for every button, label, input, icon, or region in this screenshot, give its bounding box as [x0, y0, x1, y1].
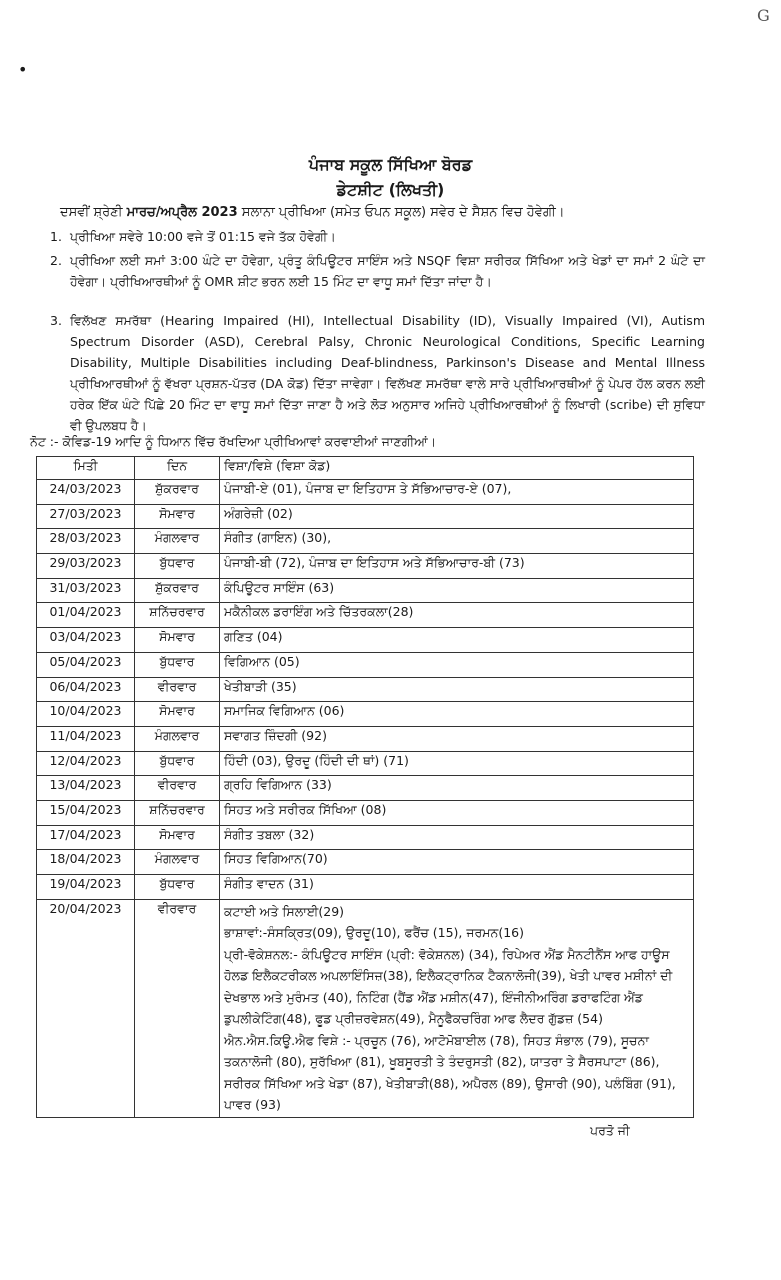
exam-subject: ਸੰਗੀਤ (ਗਾਇਨ) (30),: [220, 529, 694, 554]
exam-subject: ਖੇਤੀਬਾੜੀ (35): [220, 677, 694, 702]
table-row: [37, 702, 694, 727]
instruction-text: ਵਿਲੱਖਣ ਸਮਰੱਥਾ (Hearing Impaired (HI), Intellectual Disability (ID), Visually Impaired (VI), Autism Spectrum Disorder (ASD), Cerebral Palsy, Chronic Neurological Conditions, Specific Learning Disability, Multiple Disabilities including Deaf-blindness, Parkinson's Disease and Mental Illness ਪ੍ਰੀਖਿਆਰਥੀਆਂ ਨੂੰ ਵੱਖਰਾ ਪ੍ਰਸ਼ਨ-ਪੱਤਰ (DA ਕੋਡ) ਦਿੱਤਾ ਜਾਵੇਗਾ। ਵਿਲੱਖਣ ਸਮਰੱਥਾ ਵਾਲੇ ਸਾਰੇ ਪ੍ਰੀਖਿਆਰਥੀਆਂ ਨੂੰ ਪੇਪਰ ਹੱਲ ਕਰਨ ਲਈ ਹਰੇਕ ਇੱਕ ਘੰਟੇ ਪਿੱਛੇ 20 ਮਿੰਟ ਦਾ ਵਾਧੂ ਸਮਾਂ ਦਿੱਤਾ ਜਾਣਾ ਹੈ ਅਤੇ ਲੋੜ ਅਨੁਸਾਰ ਅਜਿਹੇ ਪ੍ਰੀਖਿਆਰਥੀਆਂ ਨੂੰ ਲਿਖਾਰੀ (scribe) ਦੀ ਸੁਵਿਧਾ ਵੀ ਉਪਲਬਧ ਹੈ।: [70, 313, 705, 433]
exam-subject: ਗਣਿਤ (04): [220, 628, 694, 653]
exam-subject: ਸਿਹਤ ਵਿਗਿਆਨ(70): [220, 850, 694, 875]
table-row: [37, 480, 694, 505]
exam-date: 10/04/2023: [37, 702, 135, 727]
exam-subject: ਸਿਹਤ ਅਤੇ ਸਰੀਰਕ ਸਿੱਖਿਆ (08): [220, 800, 694, 825]
table-body: [37, 480, 694, 1118]
instruction-number: 1.: [50, 229, 62, 244]
exam-day: ਮੰਗਲਵਾਰ: [135, 850, 220, 875]
exam-subject: ਹਿੰਦੀ (03), ਉਰਦੂ (ਹਿੰਦੀ ਦੀ ਥਾਂ) (71): [220, 751, 694, 776]
table-row: [37, 628, 694, 653]
table-row: [37, 825, 694, 850]
exam-subject: ਪੰਜਾਬੀ-ਬੀ (72), ਪੰਜਾਬ ਦਾ ਇਤਿਹਾਸ ਅਤੇ ਸੱਭਿਆਚਾਰ-ਬੀ (73): [220, 554, 694, 579]
exam-date: 06/04/2023: [37, 677, 135, 702]
turn-over-note: ਪਰਤੋ ਜੀ: [590, 1123, 630, 1138]
table-row: [37, 899, 694, 1117]
intro-part2: ਸਲਾਨਾ ਪ੍ਰੀਖਿਆ (ਸਮੇਤ ਓਪਨ ਸਕੂਲ) ਸਵੇਰ ਦੇ ਸੈਸ਼ਨ ਵਿਚ ਹੋਵੇਗੀ।: [237, 205, 565, 220]
exam-subject: ਸੰਗੀਤ ਤਬਲਾ (32): [220, 825, 694, 850]
exam-day: ਬੁੱਧਵਾਰ: [135, 554, 220, 579]
table-header-row: [37, 457, 694, 480]
exam-date: 13/04/2023: [37, 776, 135, 801]
intro-line: [60, 205, 750, 220]
exam-day: ਸ਼ਨਿੱਚਰਵਾਰ: [135, 800, 220, 825]
header-subject: ਵਿਸ਼ਾ/ਵਿਸ਼ੇ (ਵਿਸ਼ਾ ਕੋਡ): [220, 457, 694, 480]
exam-schedule-table: [36, 456, 694, 1118]
exam-subject: ਸਮਾਜਿਕ ਵਿਗਿਆਨ (06): [220, 702, 694, 727]
subject-line: ਕਟਾਈ ਅਤੇ ਸਿਲਾਈ(29): [224, 903, 345, 919]
instruction-text: ਪ੍ਰੀਖਿਆ ਸਵੇਰੇ 10:00 ਵਜੇ ਤੋਂ 01:15 ਵਜੇ ਤੱਕ ਹੋਵੇਗੀ।: [70, 229, 336, 244]
covid-note: ਨੋਟ :- ਕੋਵਿਡ-19 ਆਦਿ ਨੂੰ ਧਿਆਨ ਵਿੱਚ ਰੱਖਦਿਆ ਪ੍ਰੀਖਿਆਵਾਂ ਕਰਵਾਈਆਂ ਜਾਣਗੀਆਂ।: [30, 434, 437, 449]
exam-day: ਸੋਮਵਾਰ: [135, 504, 220, 529]
exam-day: ਸੋਮਵਾਰ: [135, 702, 220, 727]
exam-date: 29/03/2023: [37, 554, 135, 579]
exam-day: ਬੁੱਧਵਾਰ: [135, 652, 220, 677]
table-row: [37, 554, 694, 579]
exam-date: 11/04/2023: [37, 726, 135, 751]
exam-date: 03/04/2023: [37, 628, 135, 653]
exam-subject: ਵਿਗਿਆਨ (05): [220, 652, 694, 677]
exam-day: ਬੁੱਧਵਾਰ: [135, 751, 220, 776]
exam-subject: ਸੰਗੀਤ ਵਾਦਨ (31): [220, 875, 694, 900]
instruction-3: [50, 310, 705, 436]
exam-subject: ਸਵਾਗਤ ਜ਼ਿੰਦਗੀ (92): [220, 726, 694, 751]
exam-day: ਸੋਮਵਾਰ: [135, 628, 220, 653]
intro-session: ਮਾਰਚ/ਅਪ੍ਰੈਲ 2023: [126, 205, 238, 220]
exam-day: ਸ਼ੁੱਕਰਵਾਰ: [135, 480, 220, 505]
exam-day: ਸ਼ਨਿੱਚਰਵਾਰ: [135, 603, 220, 628]
exam-date: 24/03/2023: [37, 480, 135, 505]
scan-mark: •: [18, 60, 28, 79]
header-day: ਦਿਨ: [135, 457, 220, 480]
exam-date: 05/04/2023: [37, 652, 135, 677]
instruction-1: [50, 226, 705, 247]
exam-day: ਮੰਗਲਵਾਰ: [135, 726, 220, 751]
exam-date: 20/04/2023: [37, 899, 135, 1117]
page-corner-mark: G: [757, 6, 770, 25]
table-row: [37, 726, 694, 751]
table-row: [37, 652, 694, 677]
exam-day: ਸ਼ੁੱਕਰਵਾਰ: [135, 578, 220, 603]
table-row: [37, 751, 694, 776]
subject-line: ਪ੍ਰੀ-ਵੋਕੇਸ਼ਨਲ:- ਕੰਪਿਊਟਰ ਸਾਇੰਸ (ਪ੍ਰੀ: ਵੋਕੇਸ਼ਨਲ) (34), ਰਿਪੇਅਰ ਐਂਡ ਮੈਨਟੀਨੈਂਸ ਆਫ ਹਾਊਸ ਹੋਲਡ ਇਲੈਕਟਰੀਕਲ ਅਪਲਾਇੰਸਿਜ਼(38), ਇਲੈਕਟ੍ਰਾਨਿਕ ਟੈਕਨਾਲੋਜੀ(39), ਖੇਤੀ ਪਾਵਰ ਮਸ਼ੀਨਾਂ ਦੀ ਦੇਖਭਾਲ ਅਤੇ ਮੁਰੰਮਤ (40), ਨਿਟਿੰਗ (ਹੈਂਡ ਐਂਡ ਮਸ਼ੀਨ(47), ਇੰਜੀਨੀਅਰਿੰਗ ਡਰਾਫਟਿੰਗ ਐਂਡ ਡੁਪਲੀਕੇਟਿੰਗ(48), ਫੂਡ ਪ੍ਰੀਜ਼ਰਵੇਸ਼ਨ(49), ਮੈਨੂਫੈਕਚਰਿੰਗ ਆਫ ਲੈਦਰ ਗੁੱਡਜ਼ (54): [224, 946, 673, 1027]
intro-part1: ਦਸਵੀਂ ਸ਼੍ਰੇਣੀ: [60, 205, 127, 220]
table-row: [37, 850, 694, 875]
exam-date: 18/04/2023: [37, 850, 135, 875]
datesheet-title: ਡੇਟਸ਼ੀਟ (ਲਿਖਤੀ): [336, 180, 445, 199]
exam-subject: ਪੰਜਾਬੀ-ਏ (01), ਪੰਜਾਬ ਦਾ ਇਤਿਹਾਸ ਤੇ ਸੱਭਿਆਚਾਰ-ਏ (07),: [220, 480, 694, 505]
instruction-number: 2.: [50, 253, 62, 268]
subject-line: ਭਾਸ਼ਾਵਾਂ:-ਸੰਸਕ੍ਰਿਤ(09), ਉਰਦੂ(10), ਫਰੈਂਚ (15), ਜਰਮਨ(16): [224, 925, 524, 941]
exam-date: 27/03/2023: [37, 504, 135, 529]
exam-day: ਬੁੱਧਵਾਰ: [135, 875, 220, 900]
exam-day: ਸੋਮਵਾਰ: [135, 825, 220, 850]
instruction-text: ਪ੍ਰੀਖਿਆ ਲਈ ਸਮਾਂ 3:00 ਘੰਟੇ ਦਾ ਹੋਵੇਗਾ, ਪ੍ਰੰਤੂ ਕੰਪਿਊਟਰ ਸਾਇੰਸ ਅਤੇ NSQF ਵਿਸ਼ਾ ਸਰੀਰਕ ਸਿੱਖਿਆ ਅਤੇ ਖੇਡਾਂ ਦਾ ਸਮਾਂ 2 ਘੰਟੇ ਦਾ ਹੋਵੇਗਾ। ਪ੍ਰੀਖਿਆਰਥੀਆਂ ਨੂੰ OMR ਸ਼ੀਟ ਭਰਨ ਲਈ 15 ਮਿੰਟ ਦਾ ਵਾਧੂ ਸਮਾਂ ਦਿੱਤਾ ਜਾਂਦਾ ਹੈ।: [70, 253, 705, 289]
exam-subject: [220, 899, 694, 1117]
exam-subject: ਕੰਪਿਊਟਰ ਸਾਇੰਸ (63): [220, 578, 694, 603]
exam-date: 01/04/2023: [37, 603, 135, 628]
exam-subject: ਗ੍ਰਹਿ ਵਿਗਿਆਨ (33): [220, 776, 694, 801]
instruction-2: [50, 250, 705, 292]
exam-subject: ਅੰਗਰੇਜ਼ੀ (02): [220, 504, 694, 529]
table-row: [37, 776, 694, 801]
exam-date: 19/04/2023: [37, 875, 135, 900]
table-row: [37, 529, 694, 554]
table-row: [37, 504, 694, 529]
header-date: ਮਿਤੀ: [37, 457, 135, 480]
board-title: ਪੰਜਾਬ ਸਕੂਲ ਸਿੱਖਿਆ ਬੋਰਡ: [308, 155, 473, 174]
table-row: [37, 578, 694, 603]
exam-day: ਮੰਗਲਵਾਰ: [135, 529, 220, 554]
subject-line: ਐਨ.ਐਸ.ਕਿਊ.ਐਫ ਵਿਸ਼ੇ :- ਪ੍ਰਚੂਨ (76), ਆਟੋਮੋਬਾਈਲ (78), ਸਿਹਤ ਸੰਭਾਲ (79), ਸੂਚਨਾ ਤਕਨਾਲੋਜੀ (80), ਸੁਰੱਖਿਆ (81), ਖੂਬਸੂਰਤੀ ਤੇ ਤੰਦਰੁਸਤੀ (82), ਯਾਤਰਾ ਤੇ ਸੈਰਸਪਾਟਾ (86), ਸਰੀਰਕ ਸਿੱਖਿਆ ਅਤੇ ਖੇਡਾ (87), ਖੇਤੀਬਾੜੀ(88), ਅਪੈਰਲ (89), ਉਸਾਰੀ (90), ਪਲੰਬਿੰਗ (91), ਪਾਵਰ (93): [224, 1032, 676, 1113]
table-row: [37, 677, 694, 702]
table-row: [37, 603, 694, 628]
table-row: [37, 800, 694, 825]
exam-date: 28/03/2023: [37, 529, 135, 554]
instruction-number: 3.: [50, 313, 62, 328]
exam-day: ਵੀਰਵਾਰ: [135, 677, 220, 702]
exam-date: 31/03/2023: [37, 578, 135, 603]
exam-date: 15/04/2023: [37, 800, 135, 825]
exam-day: ਵੀਰਵਾਰ: [135, 776, 220, 801]
exam-date: 12/04/2023: [37, 751, 135, 776]
exam-date: 17/04/2023: [37, 825, 135, 850]
table-row: [37, 875, 694, 900]
exam-day: ਵੀਰਵਾਰ: [135, 899, 220, 1117]
exam-subject: ਮਕੈਨੀਕਲ ਡਰਾਇੰਗ ਅਤੇ ਚਿੱਤਰਕਲਾ(28): [220, 603, 694, 628]
